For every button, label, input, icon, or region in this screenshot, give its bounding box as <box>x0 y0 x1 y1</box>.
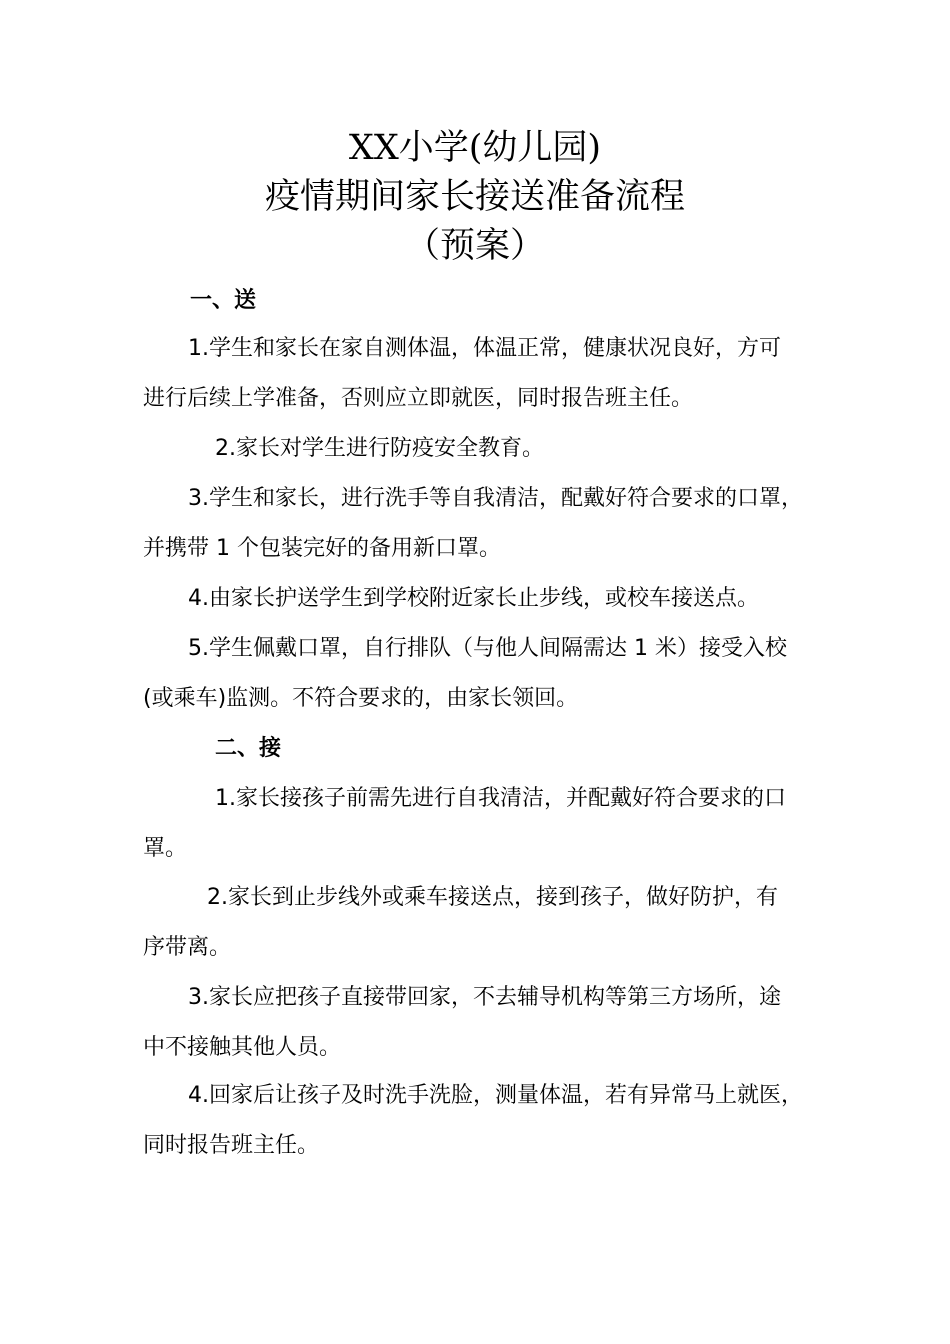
send-item-3 <box>143 474 813 574</box>
title-line-1: XX小学(幼儿园) <box>348 128 602 168</box>
title-line-3: （预案） <box>404 226 545 266</box>
send-item-2-line-1: 2.家长对学生进行防疫安全教育。 <box>215 436 544 461</box>
pickup-item-4-line-1: 4.回家后让孩子及时洗手洗脸，测量体温，若有异常马上就医， <box>188 1083 803 1108</box>
pickup-item-4 <box>143 1071 813 1171</box>
document-title <box>0 124 950 271</box>
pickup-item-3 <box>143 973 813 1073</box>
send-item-3-line-2: 并携带 1 个包装完好的备用新口罩。 <box>143 536 501 561</box>
pickup-item-3-line-2: 中不接触其他人员。 <box>143 1035 342 1060</box>
pickup-item-2-line-1: 2.家长到止步线外或乘车接送点，接到孩子，做好防护，有 <box>207 885 778 910</box>
send-item-1 <box>143 324 813 424</box>
pickup-item-2 <box>143 873 813 973</box>
section-heading-pickup: 二、接 <box>215 736 282 761</box>
send-item-1-line-1: 1.学生和家长在家自测体温，体温正常，健康状况良好，方可 <box>188 336 781 361</box>
pickup-item-1-line-1: 1.家长接孩子前需先进行自我清洁，并配戴好符合要求的口 <box>215 786 786 811</box>
pickup-item-4-line-2: 同时报告班主任。 <box>143 1133 320 1158</box>
title-line-2: 疫情期间家长接送准备流程 <box>264 177 685 217</box>
send-item-4 <box>143 574 813 624</box>
send-item-1-line-2: 进行后续上学准备，否则应立即就医，同时报告班主任。 <box>143 386 694 411</box>
pickup-item-1 <box>143 774 813 874</box>
pickup-item-2-line-2: 序带离。 <box>143 935 232 960</box>
send-item-5-line-2: (或乘车)监测。不符合要求的，由家长领回。 <box>143 686 579 711</box>
send-item-4-line-1: 4.由家长护送学生到学校附近家长止步线，或校车接送点。 <box>188 586 759 611</box>
send-item-5-line-1: 5.学生佩戴口罩，自行排队（与他人间隔需达 1 米）接受入校 <box>188 636 787 661</box>
pickup-item-1-line-2: 罩。 <box>143 836 188 861</box>
send-item-3-line-1: 3.学生和家长，进行洗手等自我清洁，配戴好符合要求的口罩， <box>188 486 803 511</box>
section-heading-send: 一、送 <box>190 288 257 313</box>
send-item-2 <box>143 424 813 474</box>
send-item-5 <box>143 624 813 724</box>
pickup-item-3-line-1: 3.家长应把孩子直接带回家，不去辅导机构等第三方场所，途 <box>188 985 781 1010</box>
